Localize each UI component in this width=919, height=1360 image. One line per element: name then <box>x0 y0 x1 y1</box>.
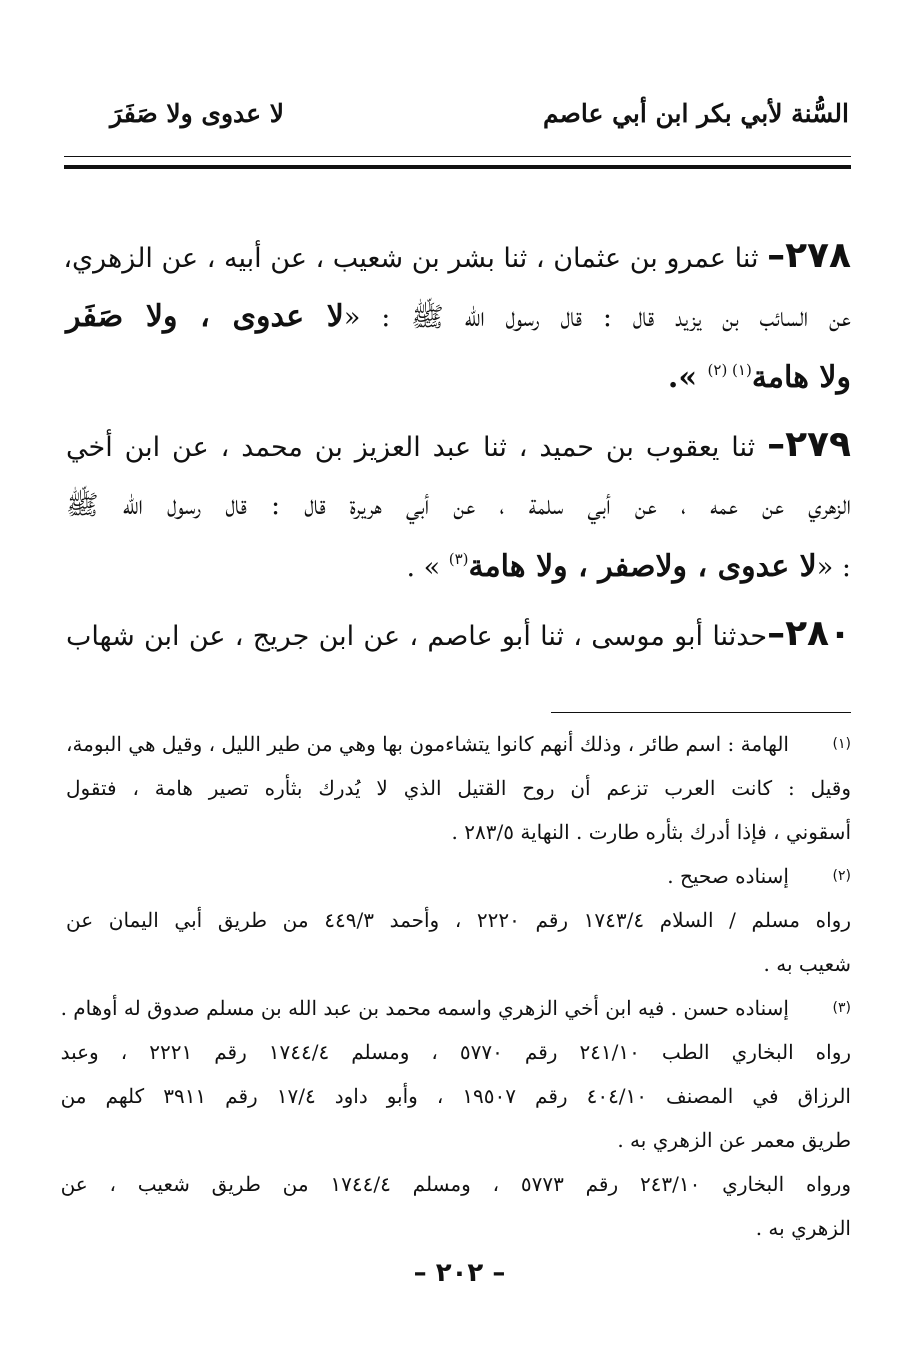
hadith-number: ٢٧٩ <box>785 424 851 465</box>
footnotes <box>60 722 852 1250</box>
footnote-ref[interactable]: (١) (٢) <box>707 361 752 379</box>
hadith-279-line-2: الزهري عن عمه ، عن أبي سلمة ، عن أبي هريرة قال : قال رسول الله ﷺ <box>66 490 851 521</box>
hadith-279-line-1: ٢٧٩– ثنا يعقوب بن حميد ، ثنا عبد العزيز بن محمد ، عن ابن أخي <box>66 424 851 465</box>
hadith-number: ٢٨٠ <box>785 613 851 654</box>
footnote-marker: (٢) <box>832 868 851 884</box>
footnote-ref[interactable]: (٣) <box>448 550 469 568</box>
footnote-line: ورواه البخاري ٢٤٣/١٠ رقم ٥٧٧٣ ، ومسلم ١٧٤٤/٤ من طريق شعيب ، عن <box>60 1172 851 1196</box>
footnote-1 <box>66 722 851 854</box>
footnote-marker: (١) <box>832 736 851 752</box>
footnote-line: الهامة : اسم طائر ، وذلك أنهم كانوا يتشاءمون بها وهي من طير الليل ، وقيل هي البومة، <box>66 732 789 756</box>
hadith-278-line-2: عن السائب بن يزيد قال : قال رسول الله ﷺ : «لا عدوى ، ولا صَفَر <box>66 299 851 334</box>
hadith-text <box>63 225 851 664</box>
running-header <box>70 78 849 128</box>
footnote-line: إسناده حسن . فيه ابن أخي الزهري واسمه محمد بن عبد الله بن مسلم صدوق له أوهام . <box>60 996 789 1020</box>
footnote-line: طريق معمر عن الزهري به . <box>617 1128 851 1152</box>
footnote-line: شعيب به . <box>763 952 851 976</box>
hadith-280-line-1: ٢٨٠–حدثنا أبو موسى ، ثنا أبو عاصم ، عن ابن جريج ، عن ابن شهاب <box>66 613 851 654</box>
footnote-line: أسقوني ، فإذا أدرك بثأره طارت . النهاية ٢٨٣/٥ . <box>451 820 851 844</box>
header-rule-thin <box>64 156 851 157</box>
footnote-line: الرزاق في المصنف ٤٠٤/١٠ رقم ١٩٥٠٧ ، وأبو داود ١٧/٤ رقم ٣٩١١ كلهم من <box>60 1084 851 1108</box>
book-title: السُّنة لأبي بكر ابن أبي عاصم <box>542 99 849 128</box>
footnote-2 <box>66 854 851 986</box>
footnote-line: وقيل : كانت العرب تزعم أن روح القتيل الذي لا يُدرك بثأره تصير هامة ، فتقول <box>66 776 851 800</box>
page-number: – ٢٠٢ – <box>413 1258 506 1288</box>
footnote-3 <box>60 986 852 1250</box>
footnote-line: رواه مسلم / السلام ١٧٤٣/٤ رقم ٢٢٢٠ ، وأحمد ٤٤٩/٣ من طريق أبي اليمان عن <box>66 908 851 932</box>
footnote-separator <box>551 712 851 713</box>
chapter-title: لا عدوى ولا صَفَرَ <box>110 99 285 128</box>
footnote-marker: (٣) <box>832 1000 851 1016</box>
hadith-278-line-1: ٢٧٨– ثنا عمرو بن عثمان ، ثنا بشر بن شعيب ، عن أبيه ، عن الزهري، <box>63 235 851 276</box>
header-rule-thick <box>64 165 851 169</box>
footnote-line: إسناده صحيح . <box>667 864 789 888</box>
hadith-number: ٢٧٨ <box>785 235 851 276</box>
hadith-278-line-3: ولا هامة$^{(١) (٢)}$ ». <box>667 360 851 395</box>
footnote-line: الزهري به . <box>755 1216 851 1240</box>
hadith-279-line-3: : «لا عدوى ، ولاصفر ، ولا هامة$^{(٣)}$ » . <box>406 549 851 584</box>
footnote-line: رواه البخاري الطب ٢٤١/١٠ رقم ٥٧٧٠ ، ومسلم ١٧٤٤/٤ رقم ٢٢٢١ ، وعبد <box>60 1040 852 1064</box>
